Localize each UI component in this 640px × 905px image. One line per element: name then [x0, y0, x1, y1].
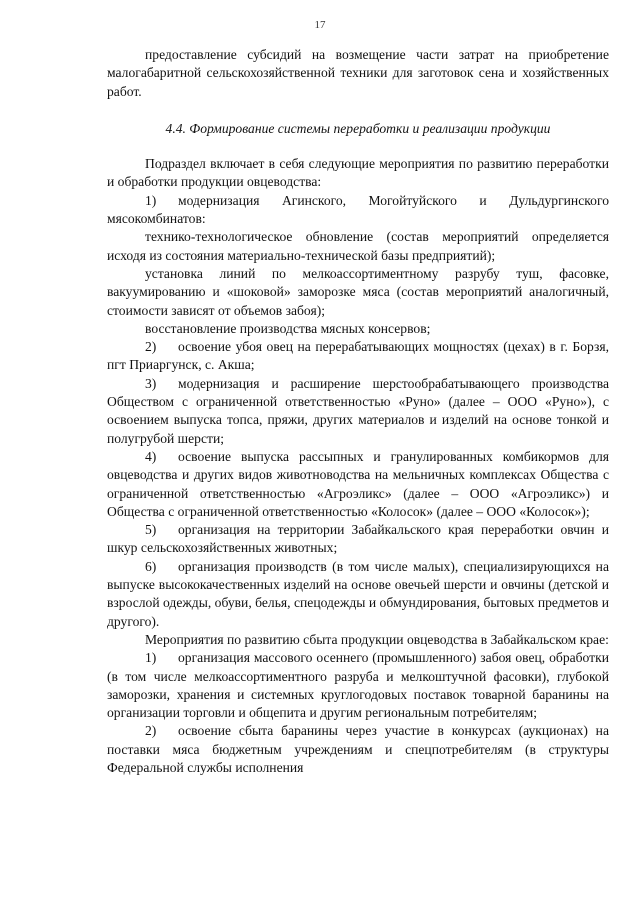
list-item-number: 5) — [145, 522, 157, 538]
list-item — [107, 338, 609, 375]
sales-list-item — [107, 722, 609, 777]
list-item-number: 6) — [145, 558, 157, 574]
list-item-text: освоение убоя овец на перерабатывающих мощностях (цехах) в г. Борзя, пгт Приаргунск, с. Акша; — [107, 339, 609, 373]
list-item-number: 2) — [145, 339, 157, 355]
list-item — [107, 558, 609, 631]
page-content — [107, 46, 609, 777]
list-item-text: организация производств (в том числе малых), специализирующихся на выпуске высококачественных изделий на основе овечьей шерсти и овчины (детской и взрослой одежды, обуви, белья, спецодежды и обмундирования, бытовых предметов и другого). — [107, 558, 609, 629]
list-item-number: 2) — [145, 723, 157, 739]
list-item-text: модернизация и расширение шерстообрабатывающего производства Обществом с ограниченной ответственностью «Руно» (далее – ООО «Руно»), с освоением выпуска топса, пряжи, других материалов и изделий на основе тонкой и полугрубой шерсти; — [107, 375, 609, 446]
page-number: 17 — [314, 19, 326, 31]
list-item: восстановление производства мясных консервов; — [145, 320, 431, 336]
sales-list-item — [107, 649, 609, 722]
list-item — [107, 448, 609, 521]
list-item-number: 1) — [145, 192, 157, 208]
list-item: установка линий по мелкоассортиментному разрубу туш, фасовке, вакуумированию и «шоковой» заморозке мяса (состав мероприятий аналогичный, стоимости зависят от объемов забоя); — [107, 265, 609, 318]
list-item — [107, 192, 609, 229]
list-item — [107, 521, 609, 558]
list-item-text: модернизация Агинского, Могойтуйского и Дульдургинского мясокомбинатов: — [107, 192, 609, 227]
section-heading: 4.4. Формирование системы переработки и реализации продукции — [165, 120, 551, 136]
list-item-number: 4) — [145, 448, 157, 464]
list-item-text: организация на территории Забайкальского края переработки овчин и шкур сельскохозяйственных животных; — [107, 522, 609, 556]
list-item — [107, 375, 609, 448]
list-item-text: организация массового осеннего (промышленного) забоя овец, обработки (в том числе мелкоассортиментного разруба и мелкоштучной фасовки), глубокой заморозки, хранения и системных круглогодовых поставок товарной баранины на организации торговли и общепита и другим региональным потребителям; — [107, 650, 609, 721]
list-item-number: 3) — [145, 375, 157, 391]
sales-intro-paragraph: Мероприятия по развитию сбыта продукции овцеводства в Забайкальском крае: — [145, 631, 609, 647]
list-item-number: 1) — [145, 650, 157, 666]
list-item: технико-технологическое обновление (состав мероприятий определяется исходя из состояния материально-технической базы предприятий); — [107, 229, 609, 263]
continuation-paragraph: предоставление субсидий на возмещение части затрат на приобретение малогабаритной сельскохозяйственной техники для заготовок сена и хозяйственных работ. — [107, 47, 609, 99]
intro-paragraph: Подраздел включает в себя следующие мероприятия по развитию переработки и обработки продукции овцеводства: — [107, 156, 609, 190]
list-item-text: освоение сбыта баранины через участие в конкурсах (аукционах) на поставки мяса бюджетным учреждениям и спецпотребителям (в структуры Федеральной службы исполнения — [107, 723, 609, 775]
list-item-text: освоение выпуска рассыпных и гранулированных комбикормов для овцеводства и других видов животноводства на мельничных комплексах Общества с ограниченной ответственностью «Агроэликс» (далее – ООО «Агроэликс») и Общества с ограниченной ответственностью «Колосок» (далее – ООО «Колосок»); — [107, 448, 609, 519]
